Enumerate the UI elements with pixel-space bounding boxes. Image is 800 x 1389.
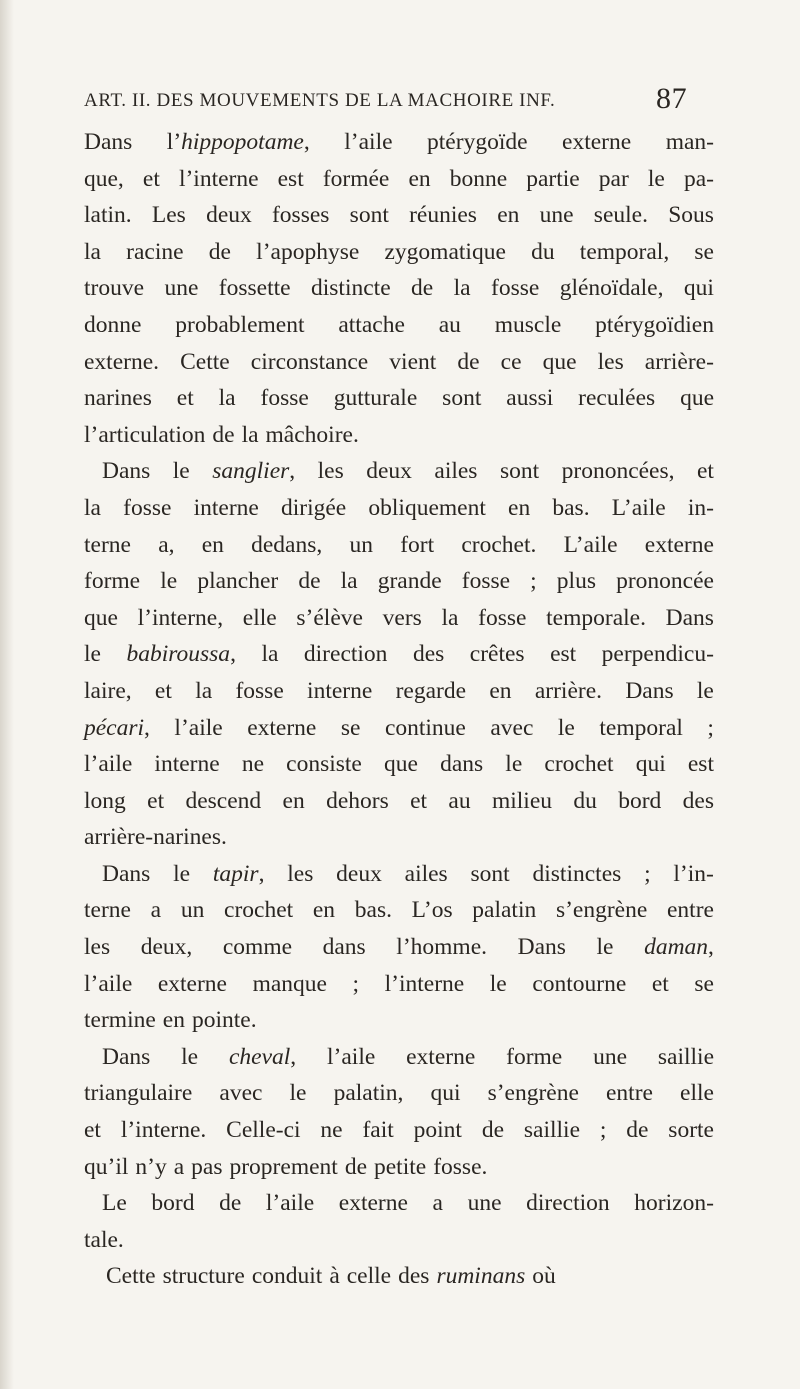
text-line: les deux, comme dans l’homme. Dans le daman, [84,934,714,961]
text-line: Le bord de l’aile externe a une direction horizon- [102,1190,714,1217]
body-text [84,124,714,1295]
text-line: le babiroussa, la direction des crêtes est perpendicu- [84,641,714,668]
text-line: Dans l’hippopotame, l’aile ptérygoïde externe man- [84,129,714,155]
text-line: qu’il n’y a pas proprement de petite fosse. [84,1153,488,1180]
page-number: 87 [656,82,688,115]
text-line: terne a, en dedans, un fort crochet. L’aile externe [84,531,714,558]
running-head-title: ART. II. DES MOUVEMENTS DE LA MACHOIRE INF. [84,90,556,111]
text-line: laire, et la fosse interne regarde en arrière. Dans le [84,677,714,704]
text-line: l’aile interne ne consiste que dans le crochet qui est [84,751,714,778]
text-line: la fosse interne dirigée obliquement en bas. L’aile in- [84,494,714,521]
text-line: externe. Cette circonstance vient de ce que les arrière- [84,348,714,375]
text-line: triangulaire avec le palatin, qui s’engrène entre elle [84,1080,714,1107]
text-line: termine en pointe. [84,1007,257,1034]
text-line: arrière-narines. [84,824,227,851]
text-line: donne probablement attache au muscle ptérygoïdien [84,311,714,338]
text-line: que l’interne, elle s’élève vers la fosse temporale. Dans [84,604,714,631]
text-line: terne a un crochet en bas. L’os palatin s’engrène entre [84,897,714,924]
text-line: Cette structure conduit à celle des ruminans où [106,1263,556,1290]
text-line: trouve une fossette distincte de la fosse glénoïdale, qui [84,275,714,302]
binding-edge [0,0,14,1389]
text-line: forme le plancher de la grande fosse ; plus prononcée [84,568,714,595]
text-line: et l’interne. Celle-ci ne fait point de saillie ; de sorte [84,1117,714,1144]
text-line: l’aile externe manque ; l’interne le contourne et se [84,970,714,997]
text-line: Dans le tapir, les deux ailes sont distinctes ; l’in- [102,860,714,887]
running-head [84,84,724,114]
text-line: tale. [84,1226,124,1253]
text-line: long et descend en dehors et au milieu du bord des [84,787,714,814]
text-line: narines et la fosse gutturale sont aussi reculées que [84,385,714,412]
text-line: latin. Les deux fosses sont réunies en une seule. Sous [84,202,714,229]
text-line: l’articulation de la mâchoire. [84,421,359,448]
text-line: Dans le sanglier, les deux ailes sont prononcées, et [102,458,714,485]
text-line: la racine de l’apophyse zygomatique du temporal, se [84,238,714,265]
text-line: Dans le cheval, l’aile externe forme une saillie [102,1043,714,1070]
text-line: que, et l’interne est formée en bonne partie par le pa- [84,165,714,192]
text-line: pécari, l’aile externe se continue avec le temporal ; [84,714,714,741]
